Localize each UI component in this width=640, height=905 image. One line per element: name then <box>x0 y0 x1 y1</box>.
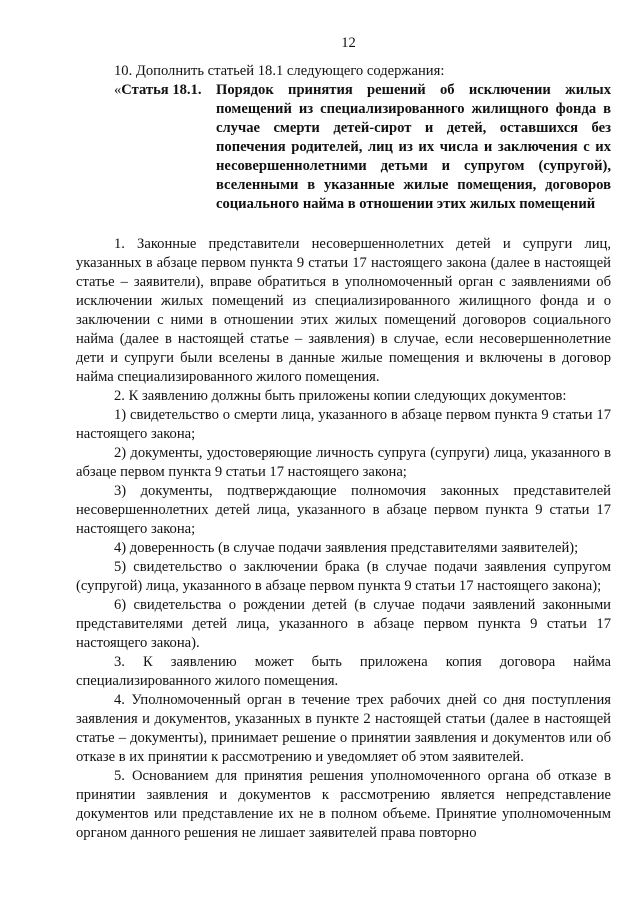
article-number: Статья 18.1. <box>121 82 202 98</box>
paragraph-3: 3. К заявлению может быть приложена копия договора найма специализированного жилого помещения. <box>76 654 611 689</box>
article-label <box>76 81 216 100</box>
paragraph-5: 5. Основанием для принятия решения уполномоченного органа об отказе в принятии заявления и документов к рассмотрению является непредставление документов или представление их не в полном объеме. Принятие уполномоченным органом данного решения не лишает заявителей права повторно <box>76 768 611 841</box>
list-item-1: 1) свидетельство о смерти лица, указанного в абзаце первом пункта 9 статьи 17 настоящего закона; <box>76 407 611 442</box>
paragraph-1: 1. Законные представители несовершеннолетних детей и супруги лиц, указанных в абзаце первом пункта 9 статьи 17 настоящего закона (далее в настоящей статье – заявители), вправе обратиться в уполномоченный орган с заявлениями об исключении жилых помещений из специализированного жилищного фонда и о заключении с ними в отношении этих жилых помещений договоров социального найма (далее в настоящей статье – заявления) в случае, если несовершеннолетние дети и супруги были вселены в данные жилые помещения и включены в договор найма специализированного жилого помещения. <box>76 236 611 385</box>
list-item-6: 6) свидетельства о рождении детей (в случае подачи заявлений законными представителями детей лица, указанного в абзаце первом пункта 9 статьи 17 настоящего закона). <box>76 597 611 651</box>
paragraph-2: 2. К заявлению должны быть приложены копии следующих документов: <box>114 388 567 404</box>
document-page <box>76 34 611 843</box>
article-title: Порядок принятия решений об исключении жилых помещений из специализированного жилищного фонда в случае смерти детей-сирот и детей, оставшихся без попечения родителей, лиц из их числа и заключения с их несовершеннолетними детьми и супругом (супругой), вселенными в указанные жилые помещения, договоров социального найма в отношении этих жилых помещений <box>216 82 611 212</box>
list-item-3: 3) документы, подтверждающие полномочия законных представителей несовершеннолетних детей лица, указанного в абзаце первом пункта 9 статьи 17 настоящего закона; <box>76 483 611 537</box>
list-item-5: 5) свидетельство о заключении брака (в случае подачи заявления супругом (супругой) лица, указанного в абзаце первом пункта 9 статьи 17 настоящего закона); <box>76 559 611 594</box>
list-item-4: 4) доверенность (в случае подачи заявления представителями заявителей); <box>114 540 579 556</box>
list-item-2: 2) документы, удостоверяющие личность супруга (супруги) лица, указанного в абзаце первом пункта 9 статьи 17 настоящего закона; <box>76 445 611 480</box>
page-number: 12 <box>341 35 356 51</box>
opening-quote: « <box>114 82 122 98</box>
article-header <box>76 81 611 214</box>
amendment-intro: 10. Дополнить статьей 18.1 следующего содержания: <box>114 63 445 79</box>
paragraph-4: 4. Уполномоченный орган в течение трех рабочих дней со дня поступления заявления и документов, указанных в пункте 2 настоящей статьи (далее в настоящей статье – документы), принимает решение о принятии заявления и документов или об отказе в их принятии к рассмотрению и уведомляет об этом заявителей. <box>76 692 611 765</box>
